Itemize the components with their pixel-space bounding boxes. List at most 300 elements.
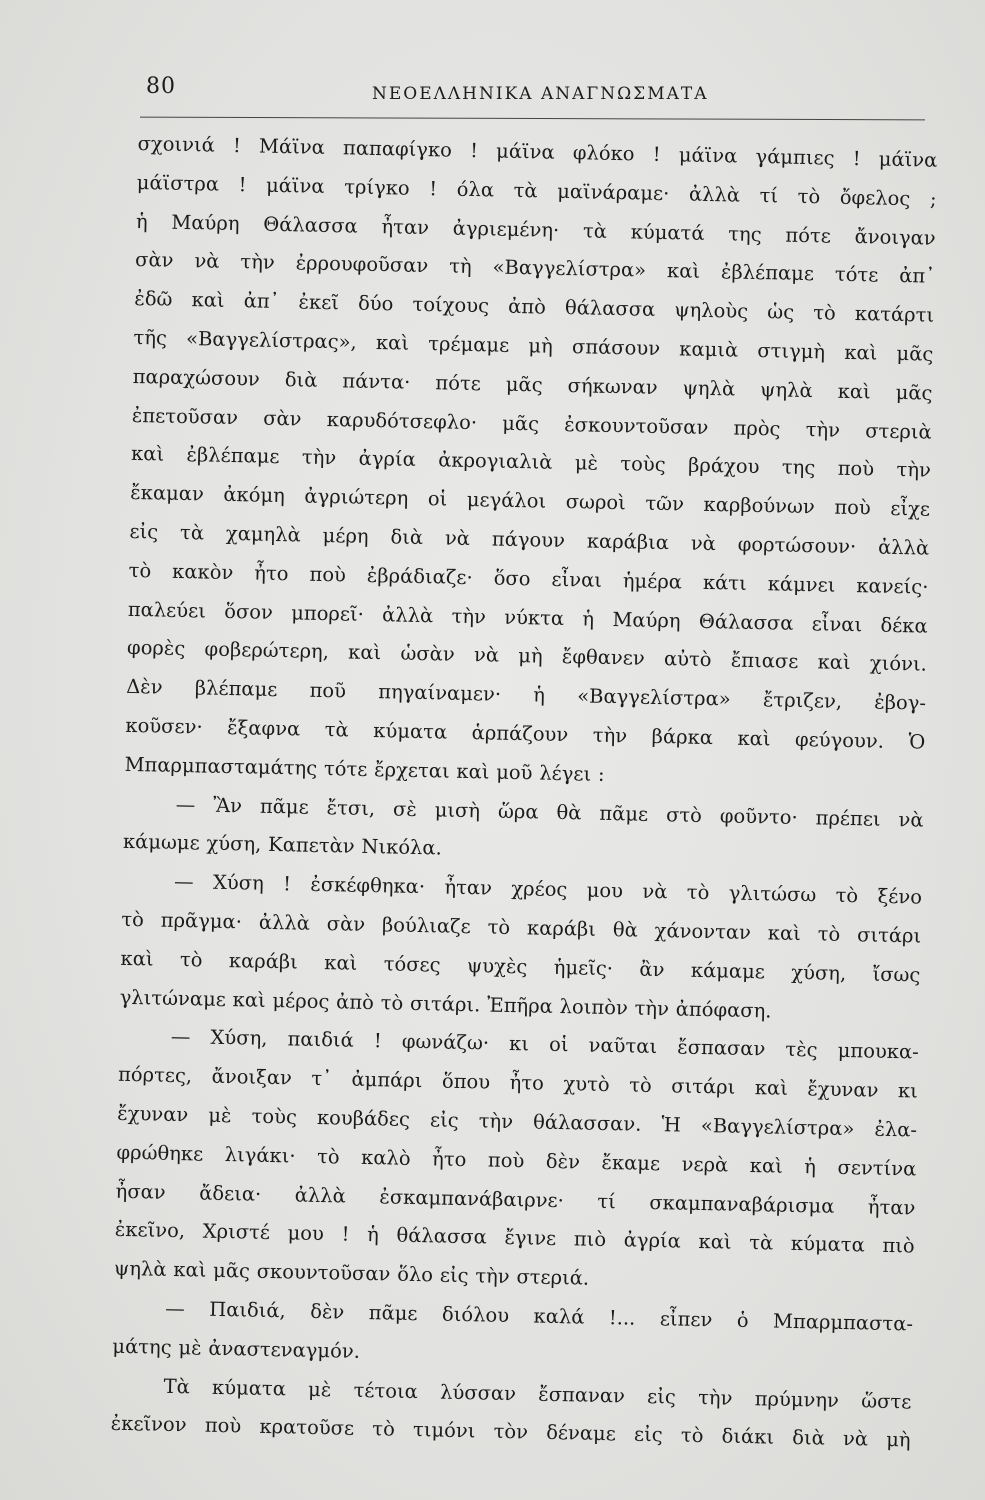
word: τὴν [301, 445, 337, 470]
word: μάϊνα [678, 143, 738, 168]
word: κύματα [790, 1232, 866, 1257]
word: τὰ [324, 718, 349, 742]
word: κάμωμε [122, 830, 200, 855]
word: ὄφελος [839, 185, 911, 210]
word: ἀγριεμένη· [452, 216, 560, 242]
word: λιγάκι· [224, 1142, 296, 1168]
word: ἀγρία [623, 1228, 682, 1253]
word: τί [759, 183, 779, 208]
word: σεντίνα [837, 1155, 917, 1181]
word: Μάϊνα [258, 134, 326, 159]
word: νὰ [642, 879, 668, 904]
word: τὸν [493, 1420, 529, 1444]
word: νὰ [444, 526, 471, 551]
word: — [175, 792, 196, 816]
word: χύση, [791, 960, 847, 985]
word: μάϊνα [878, 147, 938, 172]
word: Μπαρμπασταμάτης [124, 752, 318, 780]
word: μάϊνα [495, 139, 555, 164]
word: τότε [834, 263, 879, 287]
page-number: 80 [146, 74, 176, 99]
word: σωροὶ [565, 490, 627, 515]
word: ἦταν [444, 875, 493, 900]
word: μισὴ [434, 797, 481, 822]
word: ἐσκουντοῦσαν [563, 412, 709, 439]
word: Παιδιά, [208, 1297, 287, 1323]
word: φρώθηκε [116, 1140, 204, 1166]
word: παλεύει [127, 597, 207, 623]
word: διόλου [441, 1302, 510, 1327]
word: καὶ [130, 442, 165, 466]
word: ψηλὰ [682, 376, 736, 401]
word: Θάλασσα [698, 609, 794, 635]
word: κάμαμε [690, 958, 766, 984]
word: νὰ [690, 531, 717, 556]
word: χρέος [511, 877, 568, 902]
word: εἰς [646, 1384, 677, 1409]
word: ἔτριζεν, [762, 688, 843, 714]
word: καὶ [347, 640, 382, 665]
word: τὸ [121, 907, 145, 932]
word: πρέπει [815, 805, 881, 831]
word: αὐτὸ [663, 647, 712, 672]
word: ἁρπάζουν [471, 721, 569, 747]
word: ἦταν [867, 1195, 916, 1220]
word: νύκτα [504, 605, 565, 630]
word: πρᾶγμα· [160, 908, 243, 934]
word: καρυδότσεφλο· [326, 407, 478, 434]
word: Μαύρη [171, 210, 240, 235]
word: θάλασσα [564, 296, 656, 322]
word: ἦτο [254, 561, 289, 586]
word: τὴν [805, 417, 841, 442]
word: καράβια [586, 529, 670, 555]
word: νὰ [473, 643, 500, 668]
word: τὸ [797, 184, 821, 209]
word: σκαμπαναβάρισμα [649, 1190, 835, 1218]
word: καὶ [324, 950, 358, 975]
word: ! [429, 176, 438, 201]
word: μὴ [886, 1428, 911, 1452]
word: Ἐπῆρα [486, 993, 554, 1018]
word: τὸ [179, 947, 203, 972]
word: βούλιαζε [381, 913, 471, 939]
header-rule [140, 117, 925, 121]
word: ἔκαμαν [130, 481, 205, 506]
word: καὶ [817, 650, 851, 675]
word: τὸ [487, 915, 511, 939]
word: ἀγριώτερη [304, 484, 409, 510]
word: ἀκρογιαλιὰ [437, 448, 553, 475]
word: πάγουν [491, 527, 566, 552]
word: εἰς [429, 1108, 459, 1132]
word: ἦτο [509, 1071, 545, 1095]
word: ἀπὸ [335, 989, 375, 1014]
word: Θάλασσα [263, 212, 358, 238]
word: χιόνι. [869, 651, 928, 676]
word: μέρη [322, 523, 369, 548]
word: ἀγρία [358, 447, 417, 472]
word: δὲν [310, 1299, 345, 1324]
word: της [781, 455, 816, 480]
word: κουβάδες [316, 1105, 411, 1131]
word: ἀλλὰ [294, 1183, 347, 1208]
word: — [173, 870, 194, 894]
word: Μπαρμπαστα- [772, 1309, 914, 1336]
word: ! [341, 1222, 350, 1246]
word: ναῦται [588, 1033, 658, 1059]
word: μὲ [574, 451, 599, 476]
word: ψηλὰ [113, 1256, 167, 1281]
word: τῶν [645, 491, 685, 516]
word: ποὺ [309, 562, 347, 587]
word: λύσσαν [439, 1380, 517, 1405]
word: τὰ [513, 178, 538, 203]
word: ὅπου [441, 1069, 491, 1094]
word: δέκα [880, 613, 928, 638]
word: τέτοια [353, 1378, 419, 1403]
word: ἐσκαμπανάβαιρνε· [379, 1184, 565, 1212]
word: εἶναι [811, 611, 863, 636]
word: κάτι [702, 570, 747, 595]
word: κρατοῦσε [259, 1415, 355, 1441]
word: Χύση, [210, 1026, 268, 1051]
word: μέρος [272, 988, 330, 1013]
word: ἀλλὰ [258, 910, 311, 935]
word: ἡμέρα [622, 569, 683, 594]
word: ἀπ᾿ [899, 264, 936, 289]
word: : [597, 762, 605, 786]
running-title: ΝΕΟΕΛΛΗΝΙΚΑ ΑΝΑΓΝΩΣΜΑΤΑ [372, 84, 709, 104]
word: ἔγινε [504, 1226, 557, 1251]
word: «Βαγγελίστρα» [492, 255, 647, 283]
word: διὰ [284, 367, 318, 392]
word: μὲ [307, 1377, 332, 1401]
word: δύο [357, 291, 394, 316]
word: — [164, 1296, 185, 1321]
word: φοῦντο· [719, 803, 798, 829]
word: μᾶς [895, 380, 933, 405]
word: χαμηλὰ [225, 521, 302, 547]
word: ! [238, 172, 247, 197]
word: ὅλο [396, 1262, 434, 1287]
word: μπουκα- [837, 1039, 919, 1064]
word: λέγει [539, 761, 592, 786]
word: νὰ [842, 1427, 869, 1451]
word: τί [597, 1189, 617, 1213]
word: μᾶς [505, 372, 543, 397]
word: ἐβλέπαμε [186, 443, 280, 469]
word: «Βαγγελίστρα» [700, 1113, 855, 1141]
word: σιτάρι. [409, 991, 481, 1016]
word: — [170, 1025, 191, 1049]
word: κανείς· [856, 573, 929, 599]
word: ἦταν [381, 214, 430, 239]
word: στιγμὴ [757, 339, 826, 364]
word: τὸ [813, 301, 837, 325]
word: τοὺς [251, 1104, 298, 1129]
word: ὥρα [497, 799, 539, 824]
word: σήκωναν [567, 373, 658, 399]
word: τὴ [448, 254, 472, 279]
word: θάλασσαν. [532, 1110, 642, 1136]
word: καὶ [767, 921, 802, 945]
word: μᾶς [896, 341, 934, 366]
word: Μαύρη [612, 607, 681, 633]
word: τ᾿ [311, 1066, 333, 1091]
word: ἐκεῖνο, [114, 1218, 186, 1243]
word: μαϊνάραμε· [556, 179, 670, 205]
word: ! [852, 146, 861, 171]
word: ποῦ [309, 678, 347, 703]
word: ἀλλὰ [688, 182, 741, 207]
word: χάνονταν [654, 918, 752, 944]
word: τὰ [179, 520, 205, 545]
word: καὶ [737, 726, 771, 751]
word: μὴ [518, 644, 543, 668]
word: μου [586, 878, 624, 903]
word: εἰς [633, 1422, 663, 1447]
word: στεριὰ [865, 418, 932, 444]
word: καὶ [749, 1153, 784, 1178]
word: καλὸ [360, 1145, 411, 1170]
word: ἐρρουφοῦσαν [295, 251, 429, 278]
word: μάϊστρα [136, 170, 220, 196]
word: «Βαγγελίστρας», [185, 327, 358, 354]
word: χυτὸ [563, 1072, 610, 1097]
word: ποὺ [837, 457, 875, 481]
word: τὸ [628, 1073, 652, 1098]
word: ἔχυναν [807, 1077, 879, 1102]
word: ἐβογ- [874, 690, 927, 715]
word: τὸ [380, 990, 404, 1015]
word: παιδιά [287, 1027, 354, 1053]
word: τὴν [697, 1385, 733, 1410]
word: ὥστε [860, 1388, 912, 1413]
word: Ὁ [908, 730, 926, 754]
word: καὶ [754, 1076, 789, 1100]
word: οἱ [427, 487, 448, 511]
word: τρίγκο [343, 175, 410, 200]
word: ψυχὲς [466, 953, 528, 979]
word: ἴσως [872, 962, 921, 987]
word: ἡ [533, 683, 546, 707]
word: καλά [533, 1304, 585, 1329]
word: θὰ [612, 918, 639, 942]
word: μοῦ [496, 760, 533, 785]
word: τὸ [372, 1417, 396, 1441]
word: διὰ [792, 1426, 826, 1450]
word: τὴν [478, 1109, 514, 1133]
word: εἰς [439, 1263, 469, 1288]
word: ἡ [804, 1154, 817, 1179]
word: εἶναι [551, 567, 603, 592]
word: μᾶς [502, 411, 540, 436]
word: κύματα [373, 719, 448, 744]
word: καὶ [173, 1258, 207, 1282]
word: ποὺ [204, 1413, 242, 1438]
word: διὰ [390, 525, 424, 550]
word: όλα [456, 177, 495, 202]
word: ἡ [582, 606, 595, 631]
word: ἀλλὰ [381, 602, 434, 627]
word: πηγαίναμεν· [378, 680, 502, 706]
word: ἔσπαναν [538, 1382, 626, 1407]
word: ἐπετοῦσαν [131, 403, 239, 429]
word: φωνάζω· [401, 1030, 490, 1055]
word: Δὲν [125, 675, 163, 699]
word: ἀμπάρι [351, 1067, 423, 1093]
word: πᾶμε [259, 794, 309, 819]
word: τῆς [133, 325, 168, 350]
word: εἰς [129, 519, 159, 544]
word: ! [282, 872, 292, 896]
word: μπορεῖ· [290, 600, 365, 626]
word: καὶ [375, 331, 410, 355]
word: ψηλοὺς [674, 298, 749, 324]
word: ἀπόφαση. [675, 996, 772, 1022]
word: παραχώσουν [132, 364, 261, 391]
word: πρὸς [733, 416, 781, 441]
word: τὴν [592, 723, 628, 748]
word: ποὺ [487, 1148, 525, 1173]
page-header [140, 70, 925, 110]
word: ἔπιασε [730, 648, 799, 674]
word: μᾶς [212, 1258, 251, 1283]
word: Τὰ [163, 1374, 191, 1398]
word: σὰν [262, 406, 302, 431]
word: μάϊνα [265, 173, 325, 198]
word: τοίχους [412, 292, 490, 318]
word: μὲ [178, 1335, 202, 1360]
word: τὴν [634, 996, 670, 1020]
word: ὡσὰν [400, 641, 455, 667]
word: βράχου [687, 453, 760, 479]
word: καὶ [191, 288, 225, 313]
word: κύματά [630, 219, 705, 245]
word: στὸ [665, 802, 703, 827]
word: τὰ [749, 1231, 774, 1255]
word: μεγάλοι [466, 488, 547, 513]
word: τὸ [680, 1423, 704, 1448]
word: ἐκεῖνον [110, 1412, 187, 1437]
word: διάκι [721, 1424, 775, 1449]
word: τὸ [817, 922, 841, 946]
word: πάντα· [342, 369, 411, 394]
word: Χριστέ [202, 1219, 271, 1245]
word: δέναμε [545, 1421, 617, 1446]
word: τὸ [316, 1144, 340, 1169]
word: σκουντοῦσαν [256, 1259, 391, 1286]
word: τὸ [686, 880, 710, 905]
word: κι [897, 1079, 919, 1103]
word: πότε [785, 223, 832, 248]
word: κοῦσεν· [125, 713, 203, 739]
word: ἡμεῖς· [553, 955, 614, 980]
word: ἡ [135, 209, 148, 233]
word: ἔσπασαν [676, 1035, 766, 1061]
word: θὰ [556, 800, 582, 824]
word: ! [373, 1029, 382, 1053]
word: πρύμνην [754, 1386, 840, 1412]
word: νερὰ [681, 1152, 729, 1177]
word: καὶ [232, 987, 266, 1012]
word: Χύση [212, 870, 265, 895]
word: καὶ [844, 340, 878, 365]
word: τὴν [240, 250, 275, 275]
word: φεύγουν. [794, 727, 885, 753]
word: μὴ [528, 334, 554, 358]
word: τὸ [835, 883, 859, 908]
word: καὶ [456, 759, 490, 784]
word: ἔξαφνα [226, 715, 301, 741]
word: Καπετὰν [267, 833, 355, 859]
word: ἦτο [431, 1147, 467, 1171]
word: τόσες [383, 952, 441, 977]
word: ἔκαμε [601, 1150, 661, 1175]
word: μου [287, 1221, 325, 1246]
word: χύση, [206, 831, 262, 857]
word: κάμνει [767, 572, 836, 597]
word: ἀπὸ [507, 294, 547, 319]
word: στεριά. [516, 1265, 590, 1290]
word: δὲν [545, 1149, 581, 1174]
word: πότε [435, 371, 482, 396]
word: τὴν [896, 458, 932, 483]
word: ἐκεῖ [298, 290, 340, 315]
word: τρέμαμε [427, 332, 510, 357]
word: σπάσουν [571, 335, 661, 360]
word: ἐβλέπαμε [720, 260, 815, 286]
word: φορτώσουν· [737, 532, 857, 559]
word: οἱ [548, 1033, 569, 1057]
word: ξένο [877, 884, 923, 909]
word: ὁ [736, 1308, 749, 1332]
word: ὅσο [493, 566, 531, 591]
word: καρβούνων [703, 493, 816, 519]
word: παπαφίγκο [342, 136, 453, 162]
word: ! [469, 138, 479, 163]
word: κι [508, 1032, 530, 1056]
word: «Βαγγελίστρα» [576, 684, 731, 711]
word: καὶ [666, 259, 701, 284]
word: ἀλλὰ [877, 535, 930, 560]
word: ἔφθανεν [561, 645, 645, 671]
word: ! [652, 142, 661, 166]
word: ἄνοιγαν [854, 224, 936, 250]
word: ἔχυναν [117, 1101, 189, 1127]
word: τότε [323, 756, 368, 781]
word: πᾶμε [599, 801, 649, 826]
word: σχοινιά [137, 131, 216, 157]
word: ποὺ [834, 495, 872, 520]
word: ἡ [366, 1223, 380, 1247]
word: εἶπεν [659, 1307, 713, 1332]
word: ἄδεια· [198, 1181, 262, 1206]
word: ἔρχεται [373, 757, 450, 783]
word: γλιτώσω [728, 881, 817, 907]
word: τὴν [475, 1264, 510, 1289]
word: κατάρτι [854, 302, 935, 327]
word: ἔτσι, [326, 795, 376, 820]
word: ὅσον [224, 599, 274, 624]
word: ἀναστεναγμόν. [208, 1336, 361, 1363]
word: μὲ [208, 1103, 232, 1128]
word: λοιπὸν [559, 994, 629, 1019]
word: νὰ [898, 807, 924, 832]
word: εἶχε [890, 497, 931, 521]
word: νὰ [194, 249, 220, 274]
